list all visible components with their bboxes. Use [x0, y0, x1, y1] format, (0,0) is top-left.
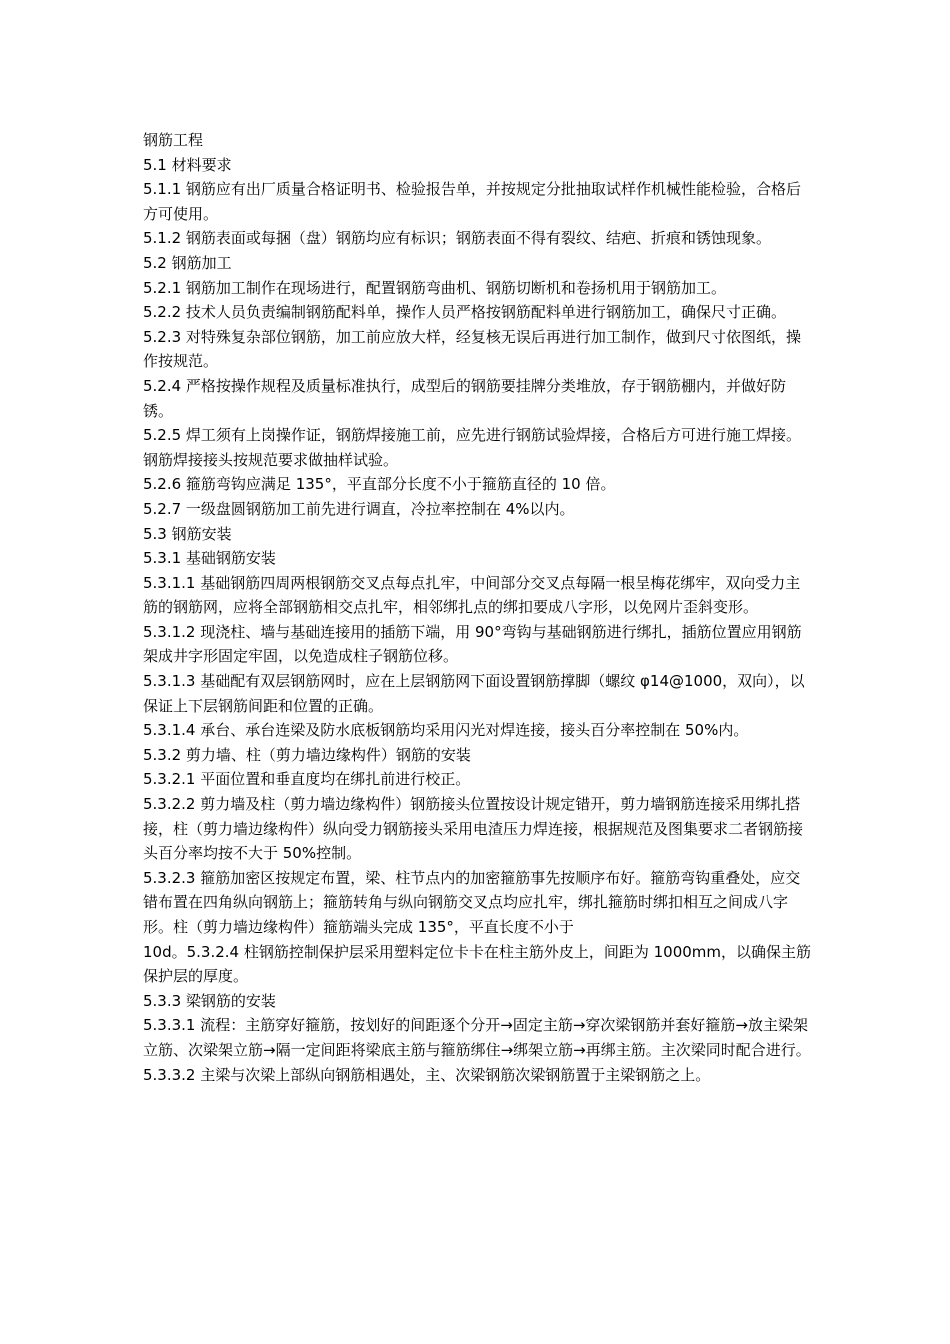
subsection-heading-5-3-1: 5.3.1 基础钢筋安装: [143, 549, 276, 568]
paragraph-5-3-3-1: 5.3.3.1 流程：主筋穿好箍筋，按划好的间距逐个分开→固定主筋→穿次梁钢筋并套好箍筋→放主梁架立筋、次梁架立筋→隔一定间距将梁底主筋与箍筋绑住→绑架立筋→再绑主筋。主次梁同时配合进行。: [143, 1016, 811, 1059]
paragraph-5-1-2: 5.1.2 钢筋表面或每捆（盘）钢筋均应有标识；钢筋表面不得有裂纹、结疤、折痕和锈蚀现象。: [143, 229, 771, 248]
subsection-heading-5-3-2: 5.3.2 剪力墙、柱（剪力墙边缘构件）钢筋的安装: [143, 745, 471, 764]
paragraph-5-3-1-2: 5.3.1.2 现浇柱、墙与基础连接用的插筋下端，用 90°弯钩与基础钢筋进行绑扎，插筋位置应用钢筋架成井字形固定牢固，以免造成柱子钢筋位移。: [143, 622, 802, 666]
paragraph-5-2-3: 5.2.3 对特殊复杂部位钢筋，加工前应放大样，经复核无误后再进行加工制作，做到尺寸依图纸，操作按规范。: [143, 327, 801, 371]
section-heading-5-1: 5.1 材料要求: [143, 155, 232, 174]
paragraph-5-3-1-4: 5.3.1.4 承台、承台连梁及防水底板钢筋均采用闪光对焊连接，接头百分率控制在 50%内。: [143, 721, 749, 740]
section-heading-5-3: 5.3 钢筋安装: [143, 524, 232, 543]
paragraph-5-3-2-3: 5.3.2.3 箍筋加密区按规定布置，梁、柱节点内的加密箍筋事先按顺序布好。箍筋弯钩重叠处，应交错布置在四角纵向钢筋上；箍筋转角与纵向钢筋交叉点均应扎牢，绑扎箍筋时绑扣相互之间成八字形。柱（剪力墙边缘构件）箍筋端头完成 135°，平直长度不小于: [143, 868, 801, 936]
paragraph-5-1-1: 5.1.1 钢筋应有出厂质量合格证明书、检验报告单，并按规定分批抽取试样作机械性能检验，合格后方可使用。: [143, 180, 801, 223]
document-title: 钢筋工程: [143, 131, 204, 149]
paragraph-5-2-6: 5.2.6 箍筋弯钩应满足 135°，平直部分长度不小于箍筋直径的 10 倍。: [143, 475, 616, 494]
paragraph-5-2-1: 5.2.1 钢筋加工制作在现场进行，配置钢筋弯曲机、钢筋切断机和卷扬机用于钢筋加工。: [143, 278, 726, 297]
document-body: [143, 128, 815, 1087]
paragraph-5-2-4: 5.2.4 严格按操作规程及质量标准执行，成型后的钢筋要挂牌分类堆放，存于钢筋棚内，并做好防锈。: [143, 376, 786, 420]
paragraph-5-3-3-2: 5.3.3.2 主梁与次梁上部纵向钢筋相遇处，主、次梁钢筋次梁钢筋置于主梁钢筋之上。: [143, 1065, 711, 1084]
paragraph-5-2-2: 5.2.2 技术人员负责编制钢筋配料单，操作人员严格按钢筋配料单进行钢筋加工，确保尺寸正确。: [143, 303, 786, 322]
paragraph-5-3-2-2: 5.3.2.2 剪力墙及柱（剪力墙边缘构件）钢筋接头位置按设计规定错开，剪力墙钢筋连接采用绑扎搭接，柱（剪力墙边缘构件）纵向受力钢筋接头采用电渣压力焊连接，根据规范及图集要求二者钢筋接头百分率均按不大于 50%控制。: [143, 795, 804, 863]
paragraph-5-3-1-3: 5.3.1.3 基础配有双层钢筋网时，应在上层钢筋网下面设置钢筋撑脚（螺纹 φ14@1000，双向），以保证上下层钢筋间距和位置的正确。: [143, 672, 805, 715]
paragraph-5-3-2-4: 10d。5.3.2.4 柱钢筋控制保护层采用塑料定位卡卡在柱主筋外皮上，间距为 1000mm，以确保主筋保护层的厚度。: [143, 942, 812, 986]
paragraph-5-2-7: 5.2.7 一级盘圆钢筋加工前先进行调直，冷拉率控制在 4%以内。: [143, 499, 575, 518]
section-heading-5-2: 5.2 钢筋加工: [143, 253, 232, 272]
paragraph-5-3-2-1: 5.3.2.1 平面位置和垂直度均在绑扎前进行校正。: [143, 770, 471, 789]
subsection-heading-5-3-3: 5.3.3 梁钢筋的安装: [143, 991, 276, 1010]
paragraph-5-2-5: 5.2.5 焊工须有上岗操作证，钢筋焊接施工前，应先进行钢筋试验焊接，合格后方可进行施工焊接。钢筋焊接接头按规范要求做抽样试验。: [143, 426, 801, 469]
paragraph-5-3-1-1: 5.3.1.1 基础钢筋四周两根钢筋交叉点每点扎牢，中间部分交叉点每隔一根呈梅花绑牢，双向受力主筋的钢筋网，应将全部钢筋相交点扎牢，相邻绑扎点的绑扣要成八字形，以免网片歪斜变形。: [143, 573, 801, 617]
